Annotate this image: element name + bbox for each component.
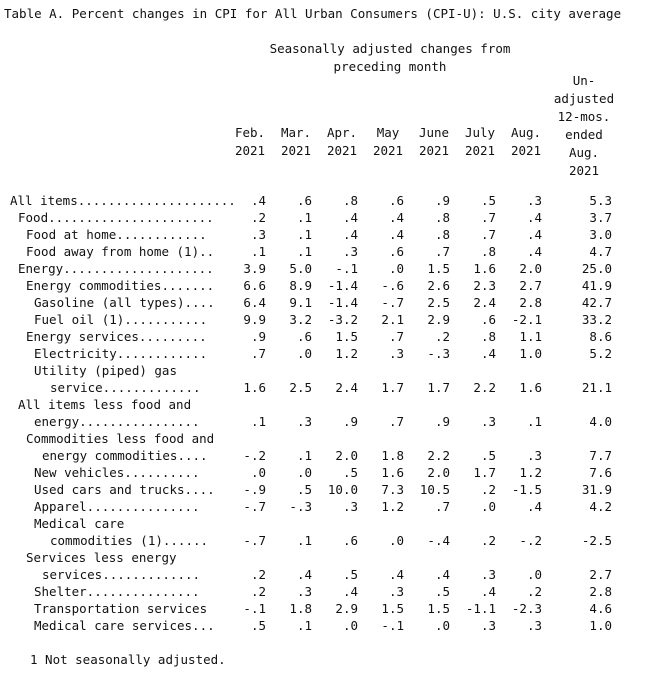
- table-cell: 1.5: [335, 329, 358, 344]
- table-cell: -3.2: [327, 312, 358, 327]
- table-cell: 8.6: [589, 329, 612, 344]
- unadjusted-header-line: 2021: [568, 163, 600, 178]
- table-cell: 5.3: [589, 193, 612, 208]
- table-cell: 4.2: [589, 499, 612, 514]
- table-cell: .4: [388, 227, 404, 242]
- table-cell: 1.6: [473, 261, 496, 276]
- row-label: Food at home............: [26, 227, 207, 242]
- table-cell: -.2: [243, 448, 266, 463]
- table-cell: .1: [296, 227, 312, 242]
- table-cell: 2.8: [519, 295, 542, 310]
- column-header-year: 2021: [510, 143, 542, 158]
- table-cell: 1.6: [381, 465, 404, 480]
- table-cell: 3.2: [289, 312, 312, 327]
- table-cell: 1.0: [519, 346, 542, 361]
- table-cell: .4: [250, 193, 266, 208]
- table-row: [0, 396, 653, 413]
- table-row: [0, 430, 653, 447]
- table-row: [0, 447, 653, 464]
- table-cell: 33.2: [581, 312, 612, 327]
- table-cell: 8.9: [289, 278, 312, 293]
- row-label: Medical care: [34, 516, 125, 531]
- table-cell: 2.4: [335, 380, 358, 395]
- table-cell: 25.0: [581, 261, 612, 276]
- table-cell: .2: [250, 567, 266, 582]
- column-header-month: July: [464, 125, 496, 140]
- table-cell: 2.0: [335, 448, 358, 463]
- table-cell: 1.7: [473, 465, 496, 480]
- table-cell: 4.0: [589, 414, 612, 429]
- table-body: [0, 192, 653, 634]
- column-header: [317, 124, 367, 160]
- table-cell: .3: [388, 346, 404, 361]
- column-header-year: 2021: [372, 143, 404, 158]
- table-cell: .0: [434, 618, 450, 633]
- table-cell: .9: [342, 414, 358, 429]
- table-row: [0, 566, 653, 583]
- row-label: Services less energy: [26, 550, 177, 565]
- table-cell: 1.0: [589, 618, 612, 633]
- table-cell: 2.4: [473, 295, 496, 310]
- table-cell: 1.6: [519, 380, 542, 395]
- table-cell: 10.5: [419, 482, 450, 497]
- table-cell: .4: [342, 227, 358, 242]
- table-cell: 2.9: [335, 601, 358, 616]
- table-cell: .3: [296, 414, 312, 429]
- table-cell: .1: [296, 244, 312, 259]
- table-row: [0, 481, 653, 498]
- table-cell: -.7: [381, 295, 404, 310]
- table-row: [0, 379, 653, 396]
- unadjusted-header-line: adjusted: [553, 91, 615, 106]
- table-cell: 2.6: [427, 278, 450, 293]
- column-group-header-line1: Seasonally adjusted changes from: [269, 41, 511, 56]
- table-cell: 4.6: [589, 601, 612, 616]
- table-cell: -.9: [243, 482, 266, 497]
- column-header: [409, 124, 459, 160]
- row-label: Apparel...............: [34, 499, 200, 514]
- table-cell: .0: [296, 465, 312, 480]
- table-cell: 3.9: [243, 261, 266, 276]
- table-cell: 2.7: [519, 278, 542, 293]
- table-row: [0, 464, 653, 481]
- table-cell: -1.4: [327, 278, 358, 293]
- table-cell: .2: [434, 329, 450, 344]
- table-cell: 7.6: [589, 465, 612, 480]
- column-header: [225, 124, 275, 160]
- table-cell: 2.2: [427, 448, 450, 463]
- table-cell: .3: [480, 567, 496, 582]
- table-cell: -1.1: [465, 601, 496, 616]
- table-cell: .4: [388, 210, 404, 225]
- row-label: Energy services.........: [26, 329, 207, 344]
- unadjusted-header-line: Un-: [572, 73, 596, 88]
- table-cell: .0: [388, 261, 404, 276]
- table-cell: .4: [342, 210, 358, 225]
- row-label: service.............: [50, 380, 201, 395]
- table-cell: .4: [342, 584, 358, 599]
- table-cell: -.6: [381, 278, 404, 293]
- footnote: 1 Not seasonally adjusted.: [30, 652, 226, 667]
- table-cell: .6: [296, 329, 312, 344]
- table-cell: .4: [526, 210, 542, 225]
- table-cell: 4.7: [589, 244, 612, 259]
- table-cell: .7: [434, 244, 450, 259]
- table-cell: 10.0: [327, 482, 358, 497]
- row-label: energy................: [34, 414, 200, 429]
- table-row: [0, 549, 653, 566]
- row-label: Commodities less food and: [26, 431, 215, 446]
- table-row: [0, 192, 653, 209]
- table-cell: .3: [342, 499, 358, 514]
- table-cell: -2.5: [581, 533, 612, 548]
- table-row: [0, 498, 653, 515]
- table-cell: .0: [526, 567, 542, 582]
- table-cell: .0: [388, 533, 404, 548]
- table-cell: 2.0: [519, 261, 542, 276]
- unadjusted-header-line: 12-mos.: [557, 109, 611, 124]
- row-label: Transportation services: [34, 601, 208, 616]
- table-cell: .7: [388, 329, 404, 344]
- unadjusted-header-line: Aug.: [568, 145, 600, 160]
- row-label: Medical care services...: [34, 618, 215, 633]
- table-cell: -.1: [335, 261, 358, 276]
- column-group-header-line2: preceding month: [333, 59, 447, 74]
- table-cell: 7.7: [589, 448, 612, 463]
- table-cell: .5: [250, 618, 266, 633]
- table-cell: 31.9: [581, 482, 612, 497]
- column-header-month: Aug.: [510, 125, 542, 140]
- table-cell: .2: [526, 584, 542, 599]
- row-label: Energy....................: [18, 261, 214, 276]
- table-cell: -.3: [427, 346, 450, 361]
- table-cell: .0: [342, 618, 358, 633]
- table-cell: .7: [480, 227, 496, 242]
- table-cell: .2: [480, 533, 496, 548]
- row-label: Food......................: [18, 210, 214, 225]
- table-cell: 1.5: [381, 601, 404, 616]
- table-cell: 1.6: [243, 380, 266, 395]
- column-header-month: Apr.: [326, 125, 358, 140]
- table-cell: 1.2: [335, 346, 358, 361]
- table-cell: 1.7: [427, 380, 450, 395]
- table-cell: -.1: [381, 618, 404, 633]
- table-cell: .6: [388, 193, 404, 208]
- table-cell: 1.5: [427, 261, 450, 276]
- table-cell: .1: [250, 244, 266, 259]
- table-cell: .3: [342, 244, 358, 259]
- row-label: Electricity............: [34, 346, 208, 361]
- table-cell: 1.7: [381, 380, 404, 395]
- table-cell: .1: [250, 414, 266, 429]
- table-cell: .8: [434, 227, 450, 242]
- table-cell: .9: [250, 329, 266, 344]
- table-cell: .7: [434, 499, 450, 514]
- table-cell: 41.9: [581, 278, 612, 293]
- table-cell: .7: [388, 414, 404, 429]
- column-header-month: May: [376, 125, 400, 140]
- table-cell: 9.9: [243, 312, 266, 327]
- table-cell: .0: [480, 499, 496, 514]
- table-cell: .6: [342, 533, 358, 548]
- table-cell: .4: [388, 567, 404, 582]
- column-group-header: [256, 40, 524, 76]
- table-cell: -2.3: [511, 601, 542, 616]
- table-cell: .8: [434, 210, 450, 225]
- table-cell: 21.1: [581, 380, 612, 395]
- table-cell: 1.5: [427, 601, 450, 616]
- table-cell: 3.0: [589, 227, 612, 242]
- table-cell: 2.0: [427, 465, 450, 480]
- table-row: [0, 583, 653, 600]
- table-cell: .4: [526, 227, 542, 242]
- row-label: All items.....................: [10, 193, 236, 208]
- row-label: commodities (1)......: [50, 533, 209, 548]
- table-cell: 6.4: [243, 295, 266, 310]
- row-label: Fuel oil (1)...........: [34, 312, 208, 327]
- table-cell: .4: [434, 567, 450, 582]
- table-cell: -1.5: [511, 482, 542, 497]
- table-cell: 2.8: [589, 584, 612, 599]
- table-cell: 1.8: [381, 448, 404, 463]
- table-cell: .9: [434, 193, 450, 208]
- table-cell: .1: [296, 448, 312, 463]
- table-row: [0, 617, 653, 634]
- row-label: energy commodities....: [42, 448, 208, 463]
- table-cell: 1.8: [289, 601, 312, 616]
- table-cell: -.4: [427, 533, 450, 548]
- table-cell: .3: [526, 448, 542, 463]
- table-row: [0, 277, 653, 294]
- table-cell: 6.6: [243, 278, 266, 293]
- row-label: Food away from home (1)..: [26, 244, 215, 259]
- column-header-year: 2021: [326, 143, 358, 158]
- unadjusted-column-header: [544, 72, 624, 180]
- table-cell: 1.2: [519, 465, 542, 480]
- table-cell: .5: [342, 465, 358, 480]
- table-cell: .6: [388, 244, 404, 259]
- table-cell: .4: [296, 567, 312, 582]
- column-header-year: 2021: [234, 143, 266, 158]
- table-row: [0, 600, 653, 617]
- table-row: [0, 294, 653, 311]
- table-row: [0, 328, 653, 345]
- table-cell: -1.4: [327, 295, 358, 310]
- table-cell: .4: [480, 584, 496, 599]
- table-cell: 2.1: [381, 312, 404, 327]
- table-cell: 9.1: [289, 295, 312, 310]
- table-cell: .5: [296, 482, 312, 497]
- column-header: [455, 124, 505, 160]
- table-title: Table A. Percent changes in CPI for All Urban Consumers (CPI-U): U.S. city average: [4, 6, 622, 21]
- table-cell: .3: [250, 227, 266, 242]
- row-label: Shelter...............: [34, 584, 200, 599]
- table-cell: 42.7: [581, 295, 612, 310]
- table-row: [0, 260, 653, 277]
- table-cell: .7: [250, 346, 266, 361]
- table-row: [0, 413, 653, 430]
- row-label: Utility (piped) gas: [34, 363, 177, 378]
- row-label: Gasoline (all types)....: [34, 295, 215, 310]
- table-row: [0, 345, 653, 362]
- unadjusted-header-line: ended: [565, 127, 603, 142]
- table-cell: .1: [296, 210, 312, 225]
- table-cell: .6: [296, 193, 312, 208]
- table-cell: .7: [480, 210, 496, 225]
- table-cell: .0: [296, 346, 312, 361]
- row-label: Energy commodities.......: [26, 278, 215, 293]
- table-cell: -.2: [519, 533, 542, 548]
- column-header-year: 2021: [418, 143, 450, 158]
- table-cell: -.3: [289, 499, 312, 514]
- table-cell: .1: [296, 533, 312, 548]
- table-row: [0, 311, 653, 328]
- table-cell: -.7: [243, 499, 266, 514]
- table-cell: .6: [480, 312, 496, 327]
- table-cell: 5.2: [589, 346, 612, 361]
- table-cell: 2.3: [473, 278, 496, 293]
- table-row: [0, 243, 653, 260]
- table-row: [0, 515, 653, 532]
- table-cell: .5: [434, 584, 450, 599]
- table-cell: .4: [480, 346, 496, 361]
- column-header-month: Feb.: [234, 125, 266, 140]
- table-cell: .3: [388, 584, 404, 599]
- table-row: [0, 209, 653, 226]
- column-header-month: June: [418, 125, 450, 140]
- row-label: New vehicles..........: [34, 465, 200, 480]
- table-cell: 2.5: [427, 295, 450, 310]
- table-cell: .8: [342, 193, 358, 208]
- table-cell: .4: [526, 499, 542, 514]
- row-label: Used cars and trucks....: [34, 482, 215, 497]
- table-cell: 2.2: [473, 380, 496, 395]
- table-cell: 2.9: [427, 312, 450, 327]
- table-cell: .5: [342, 567, 358, 582]
- table-cell: .8: [480, 244, 496, 259]
- table-cell: -2.1: [511, 312, 542, 327]
- table-cell: 1.2: [381, 499, 404, 514]
- table-cell: 2.7: [589, 567, 612, 582]
- table-cell: .3: [480, 414, 496, 429]
- table-cell: .8: [480, 329, 496, 344]
- row-label: All items less food and: [18, 397, 192, 412]
- table-cell: .0: [250, 465, 266, 480]
- table-cell: .2: [250, 584, 266, 599]
- table-row: [0, 226, 653, 243]
- table-cell: .3: [480, 618, 496, 633]
- table-cell: .1: [526, 414, 542, 429]
- table-cell: .9: [434, 414, 450, 429]
- table-cell: 1.1: [519, 329, 542, 344]
- table-cell: .3: [526, 193, 542, 208]
- table-cell: 3.7: [589, 210, 612, 225]
- column-header-month: Mar.: [280, 125, 312, 140]
- table-row: [0, 532, 653, 549]
- table-cell: .3: [526, 618, 542, 633]
- table-cell: .5: [480, 193, 496, 208]
- table-cell: .5: [480, 448, 496, 463]
- table-cell: -.7: [243, 533, 266, 548]
- table-cell: .2: [250, 210, 266, 225]
- table-cell: .2: [480, 482, 496, 497]
- table-cell: 2.5: [289, 380, 312, 395]
- table-cell: .1: [296, 618, 312, 633]
- column-header-year: 2021: [280, 143, 312, 158]
- table-cell: -.1: [243, 601, 266, 616]
- table-cell: .3: [296, 584, 312, 599]
- column-header-year: 2021: [464, 143, 496, 158]
- table-cell: .4: [526, 244, 542, 259]
- row-label: services.............: [42, 567, 201, 582]
- column-header: [363, 124, 413, 160]
- table-row: [0, 362, 653, 379]
- table-cell: 7.3: [381, 482, 404, 497]
- column-header: [271, 124, 321, 160]
- table-cell: 5.0: [289, 261, 312, 276]
